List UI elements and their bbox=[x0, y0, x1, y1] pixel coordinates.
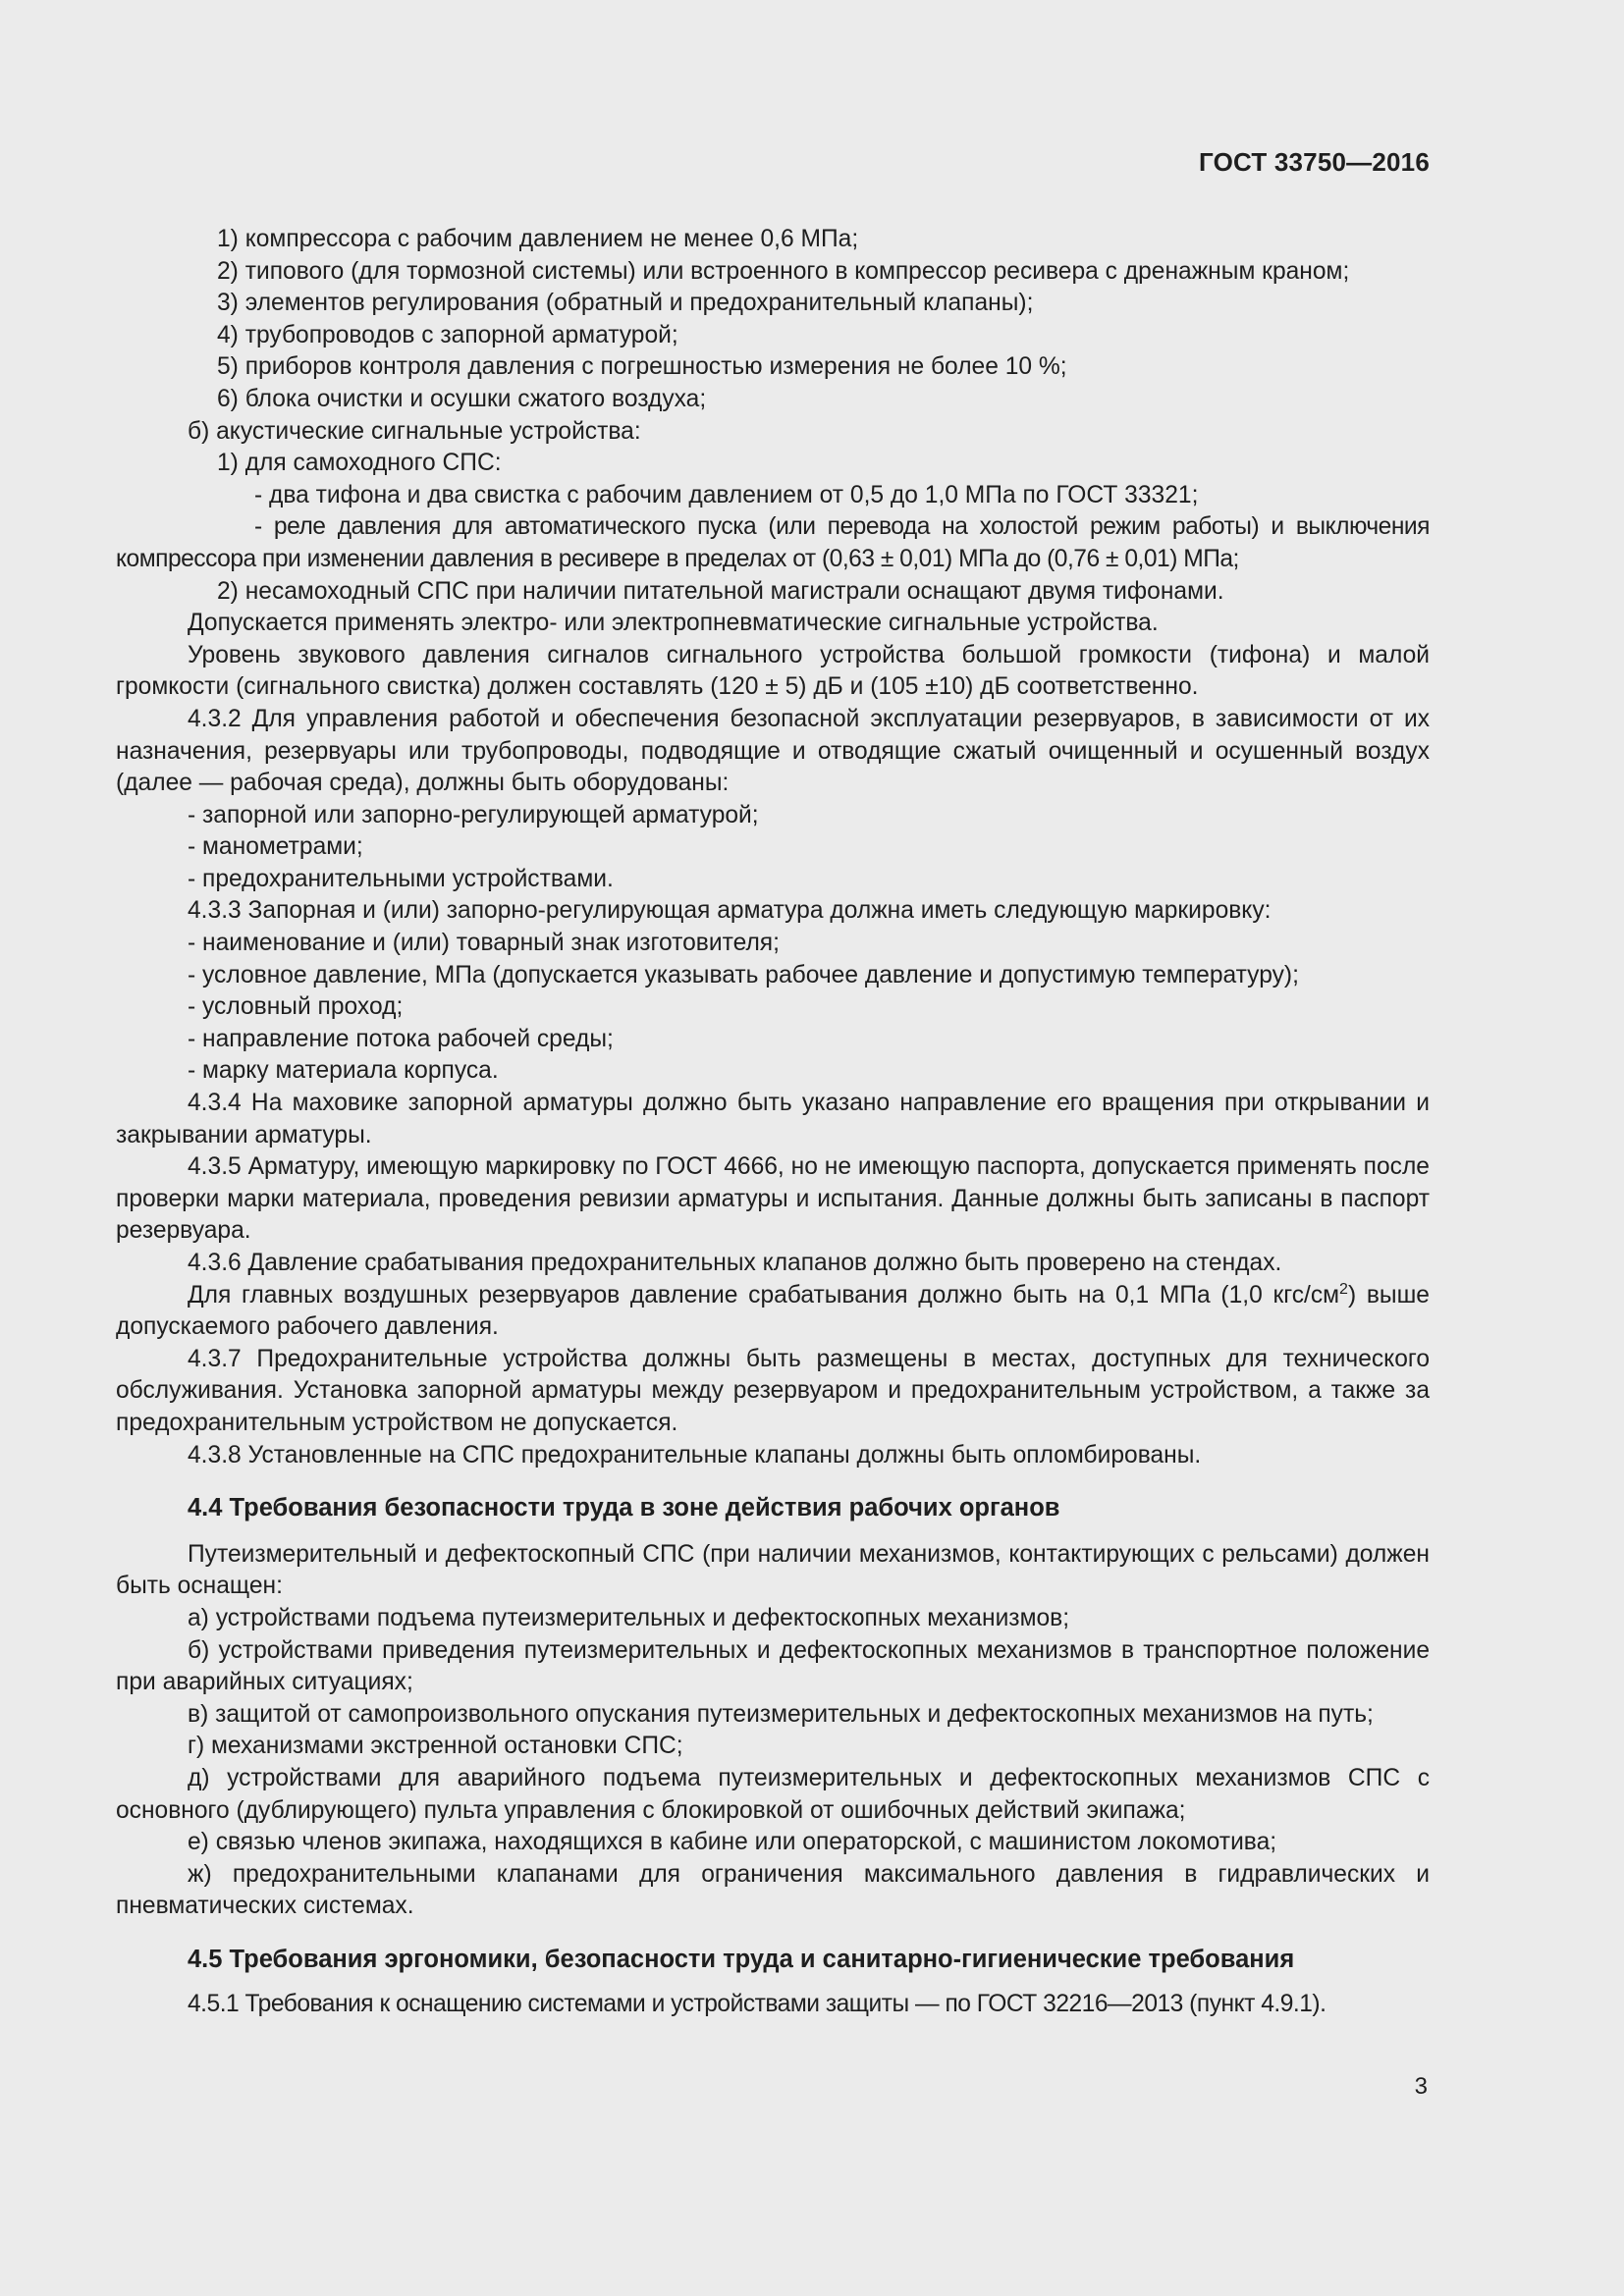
paragraph: - реле давления для автоматического пуска (или перевода на холостой режим работы) и выключения компрессора при изменении давления в ресивере в пределах от (0,63 ± 0,01) МПа до (0,76 ± 0,01) МПа; bbox=[116, 513, 1430, 572]
document-body bbox=[116, 224, 1430, 2021]
paragraph: - условное давление, МПа (допускается указывать рабочее давление и допустимую температуру); bbox=[188, 961, 1299, 988]
paragraph: Путеизмерительный и дефектоскопный СПС (при наличии механизмов, контактирующих с рельсами) должен быть оснащен: bbox=[116, 1540, 1430, 1600]
paragraph: 4.3.3 Запорная и (или) запорно-регулирующая арматура должна иметь следующую маркировку: bbox=[188, 897, 1272, 925]
section-heading: 4.5 Требования эргономики, безопасности труда и санитарно-гигиенические требования bbox=[188, 1945, 1295, 1973]
paragraph: 4.3.2 Для управления работой и обеспечения безопасной эксплуатации резервуаров, в зависимости от их назначения, резервуары или трубопроводы, подводящие и отводящие сжатый очищенный и осушенный воздух (далее — рабочая среда), должны быть оборудованы: bbox=[116, 705, 1430, 797]
paragraph: 4.3.4 На маховике запорной арматуры должно быть указано направление его вращения при открывании и закрывании арматуры. bbox=[116, 1090, 1430, 1148]
paragraph: б) акустические сигнальные устройства: bbox=[188, 417, 641, 445]
paragraph: 2) несамоходный СПС при наличии питательной магистрали оснащают двумя тифонами. bbox=[217, 577, 1224, 605]
document-header: ГОСТ 33750—2016 bbox=[1199, 147, 1430, 177]
paragraph: Допускается применять электро- или электропневматические сигнальные устройства. bbox=[188, 610, 1159, 637]
paragraph: 2) типового (для тормозной системы) или встроенного в компрессор ресивера с дренажным краном; bbox=[217, 257, 1350, 285]
paragraph: б) устройствами приведения путеизмерительных и дефектоскопных механизмов в транспортное положение при аварийных ситуациях; bbox=[116, 1636, 1430, 1696]
paragraph: - направление потока рабочей среды; bbox=[188, 1025, 614, 1052]
paragraph: - предохранительными устройствами. bbox=[188, 865, 614, 892]
paragraph: 4) трубопроводов с запорной арматурой; bbox=[217, 321, 678, 348]
paragraph: - манометрами; bbox=[188, 833, 363, 861]
paragraph: Уровень звукового давления сигналов сигнального устройства большой громкости (тифона) и малой громкости (сигнального свистка) должен составлять (120 ± 5) дБ и (105 ±10) дБ соответственно. bbox=[116, 641, 1430, 701]
superscript: 2 bbox=[1339, 1280, 1348, 1298]
paragraph: 3) элементов регулирования (обратный и предохранительный клапаны); bbox=[217, 290, 1034, 317]
paragraph: а) устройствами подъема путеизмерительных и дефектоскопных механизмов; bbox=[188, 1604, 1070, 1631]
paragraph bbox=[116, 1280, 1430, 1344]
paragraph: - условный проход; bbox=[188, 993, 404, 1021]
paragraph: 5) приборов контроля давления с погрешностью измерения не более 10 %; bbox=[217, 353, 1067, 381]
paragraph: 4.3.7 Предохранительные устройства должны быть размещены в местах, доступных для технического обслуживания. Установка запорной арматуры между резервуаром и предохранительным устройством, а также за предохранительным устройством не допускается. bbox=[116, 1345, 1430, 1436]
paragraph: 4.3.6 Давление срабатывания предохранительных клапанов должно быть проверено на стендах. bbox=[188, 1250, 1282, 1276]
paragraph: 6) блока очистки и осушки сжатого воздуха; bbox=[217, 385, 707, 412]
paragraph: 4.3.8 Установленные на СПС предохранительные клапаны должны быть опломбированы. bbox=[188, 1441, 1202, 1468]
paragraph: 1) для самоходного СПС: bbox=[217, 450, 502, 477]
paragraph: - наименование и (или) товарный знак изготовителя; bbox=[188, 930, 780, 957]
paragraph: в) защитой от самопроизвольного опускания путеизмерительных и дефектоскопных механизмов на путь; bbox=[188, 1700, 1374, 1728]
paragraph: г) механизмами экстренной остановки СПС; bbox=[188, 1733, 683, 1760]
section-heading: 4.4 Требования безопасности труда в зоне действия рабочих органов bbox=[188, 1494, 1060, 1522]
text-span: ) выше допускаемого рабочего давления. bbox=[116, 1281, 1430, 1341]
paragraph: ж) предохранительными клапанами для ограничения максимального давления в гидравлических и пневматических системах. bbox=[116, 1860, 1430, 1920]
text-span: Для главных воздушных резервуаров давление срабатывания должно быть на 0,1 МПа (1,0 кгс/см bbox=[188, 1281, 1340, 1308]
paragraph: 4.3.5 Арматуру, имеющую маркировку по ГОСТ 4666, но не имеющую паспорта, допускается применять после проверки марки материала, проведения ревизии арматуры и испытания. Данные должны быть записаны в паспорт резервуара. bbox=[116, 1153, 1430, 1245]
paragraph: е) связью членов экипажа, находящихся в кабине или операторской, с машинистом локомотива; bbox=[188, 1829, 1277, 1856]
paragraph: 1) компрессора с рабочим давлением не менее 0,6 МПа; bbox=[217, 226, 859, 252]
paragraph: - запорной или запорно-регулирующей арматурой; bbox=[188, 801, 759, 828]
paragraph: - два тифона и два свистка с рабочим давлением от 0,5 до 1,0 МПа по ГОСТ 33321; bbox=[254, 481, 1199, 508]
paragraph: д) устройствами для аварийного подъема путеизмерительных и дефектоскопных механизмов СПС с основного (дублирующего) пульта управления с блокировкой от ошибочных действий экипажа; bbox=[116, 1764, 1430, 1824]
paragraph: 4.5.1 Требования к оснащению системами и устройствами защиты — по ГОСТ 32216—2013 (пункт 4.9.1). bbox=[188, 1991, 1326, 2018]
page-number: 3 bbox=[1414, 2073, 1428, 2100]
paragraph: - марку материала корпуса. bbox=[188, 1057, 499, 1085]
